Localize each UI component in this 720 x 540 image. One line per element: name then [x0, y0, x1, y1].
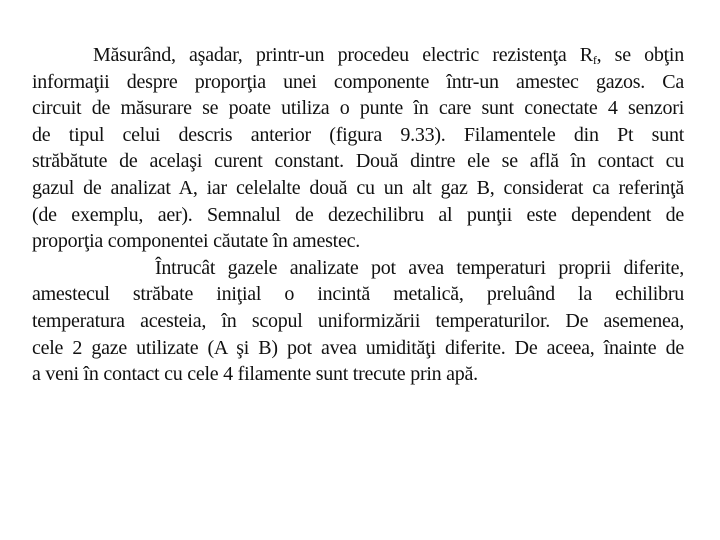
subscript: f — [592, 53, 597, 67]
text-span: Măsurând, aşadar, printr-un procedeu electric rezistenţa R — [93, 44, 593, 66]
text-span: , se obţin — [596, 44, 684, 66]
paragraph-2 — [32, 255, 684, 388]
paragraph-1 — [32, 42, 684, 255]
text-line: temperatura acesteia, în scopul uniformizării temperaturilor. De asemenea, — [32, 309, 684, 332]
text-line: circuit de măsurare se poate utiliza o punte în care sunt conectate 4 senzori — [32, 97, 684, 120]
text-line — [32, 42, 684, 69]
document-body — [32, 42, 684, 388]
text-line: (de exemplu, aer). Semnalul de dezechilibru al punţii este dependent de — [32, 203, 684, 226]
text-line: Întrucât gazele analizate pot avea temperaturi proprii diferite, — [155, 256, 684, 279]
text-line: amestecul străbate iniţial o incintă metalică, preluând la echilibru — [32, 283, 684, 306]
text-line: cele 2 gaze utilizate (A şi B) pot avea umidităţi diferite. De aceea, înainte de — [32, 336, 684, 359]
text-line: gazul de analizat A, iar celelalte două cu un alt gaz B, considerat ca referinţă — [32, 176, 684, 199]
text-line: străbătute de acelaşi curent constant. Două dintre ele se află în contact cu — [32, 150, 684, 173]
text-line: de tipul celui descris anterior (figura 9.33). Filamentele din Pt sunt — [32, 123, 684, 146]
text-line: informaţii despre proporţia unei componente într-un amestec gazos. Ca — [32, 70, 684, 93]
text-line: proporţia componentei căutate în amestec. — [32, 230, 360, 253]
text-line: a veni în contact cu cele 4 filamente sunt trecute prin apă. — [32, 363, 478, 386]
